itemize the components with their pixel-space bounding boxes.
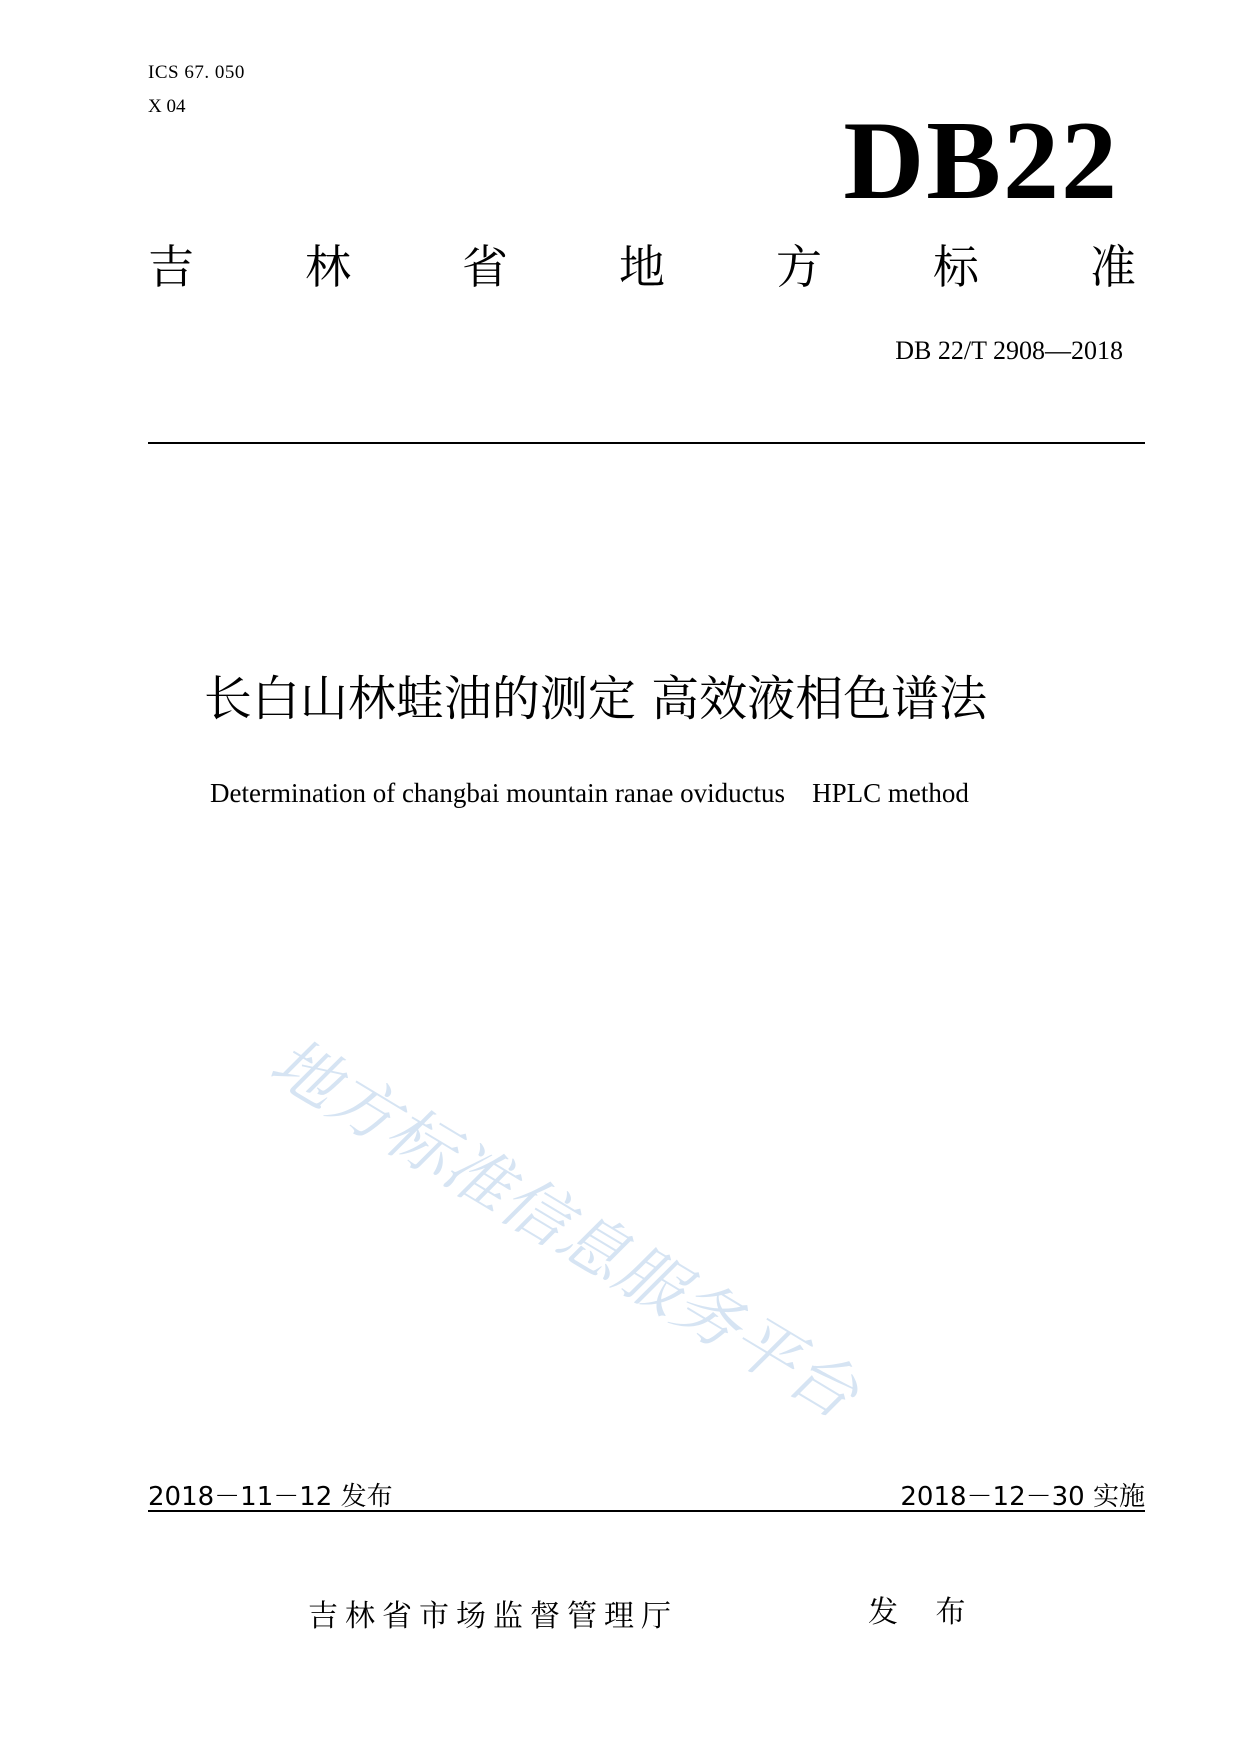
standard-category bbox=[148, 240, 1136, 294]
category-char: 地 bbox=[619, 240, 665, 294]
title-english: Determination of changbai mountain ranae oviductus HPLC method bbox=[210, 778, 969, 808]
watermark: 地方标准信息服务平台 bbox=[257, 1022, 872, 1434]
bottom-divider bbox=[148, 1510, 1145, 1512]
issuing-authority: 吉林省市场监督管理厅 bbox=[308, 1599, 678, 1634]
issue-date: 2018－11－12 发布 bbox=[148, 1482, 393, 1512]
category-char: 准 bbox=[1090, 240, 1136, 294]
category-char: 方 bbox=[776, 240, 822, 294]
title-chinese: 长白山林蛙油的测定 高效液相色谱法 bbox=[203, 671, 988, 727]
standard-number: DB 22/T 2908—2018 bbox=[895, 336, 1123, 365]
category-char: 省 bbox=[462, 240, 508, 294]
ccs-code: X 04 bbox=[148, 96, 186, 117]
top-divider bbox=[148, 442, 1145, 444]
implementation-date: 2018－12－30 实施 bbox=[900, 1482, 1145, 1512]
category-char: 吉 bbox=[148, 240, 194, 294]
category-char: 林 bbox=[305, 240, 351, 294]
publish-label: 发 布 bbox=[868, 1595, 980, 1630]
db22-logo: DB22 bbox=[843, 99, 1119, 223]
category-char: 标 bbox=[933, 240, 979, 294]
ics-code: ICS 67. 050 bbox=[148, 62, 245, 83]
